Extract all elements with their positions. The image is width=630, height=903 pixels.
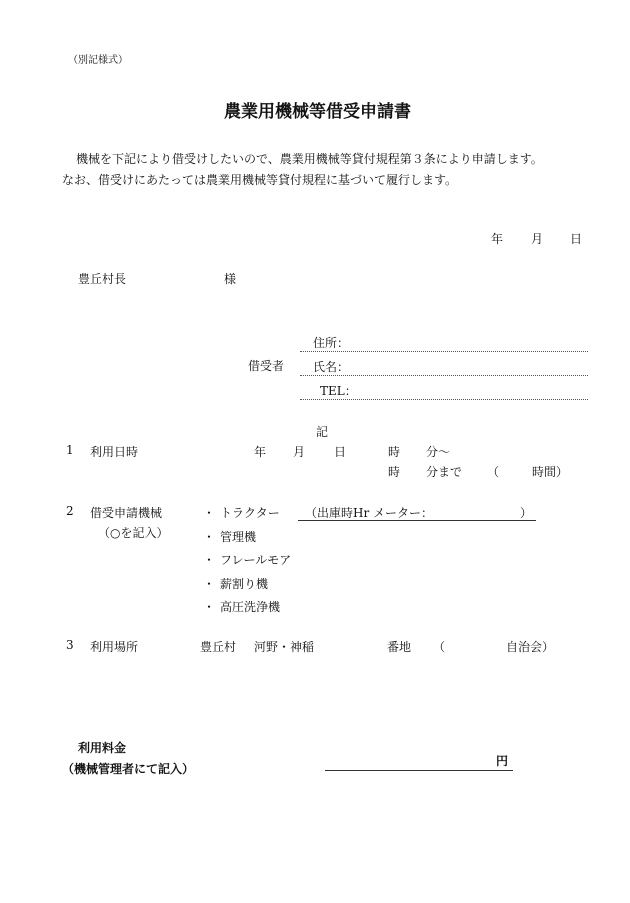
applicant-label: 借受者 — [248, 359, 285, 373]
meter-close: ） — [520, 506, 533, 520]
item1-number: 1 — [66, 443, 74, 457]
machine-bullet: ・ — [203, 506, 216, 520]
ki-label: 記 — [316, 425, 329, 439]
item1-month: 月 — [293, 445, 306, 459]
address-label: 住所： — [313, 336, 350, 350]
item1-paren-open: （ — [487, 465, 500, 479]
item3-label: 利用場所 — [90, 640, 139, 654]
item1-label: 利用日時 — [90, 445, 139, 459]
item1-end-min: 分まで — [426, 465, 463, 479]
address-line[interactable] — [300, 351, 588, 352]
page-title: 農業用機械等借受申請書 — [224, 102, 411, 122]
date-year: 年 — [491, 232, 504, 246]
item3-areas: 河野・神稲 — [254, 640, 315, 654]
item2-label: 借受申請機械 — [90, 506, 163, 520]
machine-flail-mower[interactable]: フレールモア — [220, 553, 292, 567]
meter-text: （出庫時Hr メーター： — [305, 506, 434, 520]
meter-underline[interactable] — [298, 520, 536, 521]
machine-bullet: ・ — [203, 553, 216, 567]
name-label: 氏名： — [313, 360, 350, 374]
tel-label: TEL： — [320, 384, 357, 398]
item3-banchi: 番地 — [387, 640, 412, 654]
item1-day: 日 — [334, 445, 347, 459]
item1-start-hour: 時 — [388, 445, 401, 459]
machine-tractor[interactable]: トラクター — [220, 506, 280, 520]
item3-number: 3 — [66, 638, 74, 652]
item1-end-hour: 時 — [388, 465, 401, 479]
intro-line-1: 機械を下記により借受けしたいので、農業用機械等貸付規程第３条により申請します。 — [76, 152, 543, 166]
intro-line-2: なお、借受けにあたっては農業用機械等貸付規程に基づいて履行します。 — [62, 173, 458, 187]
addressee-name: 豊丘村長 — [78, 272, 127, 286]
item1-hours: 時間） — [532, 465, 569, 479]
item3-village: 豊丘村 — [200, 640, 237, 654]
addressee-honorific: 様 — [224, 272, 237, 286]
item2-number: 2 — [66, 504, 74, 518]
date-month: 月 — [531, 232, 544, 246]
machine-cultivator[interactable]: 管理機 — [220, 530, 257, 544]
fee-sublabel: （機械管理者にて記入） — [62, 762, 195, 776]
item3-paren-open: （ — [433, 640, 446, 654]
tel-line[interactable] — [300, 399, 588, 400]
machine-bullet: ・ — [203, 577, 216, 591]
fee-label: 利用料金 — [78, 741, 127, 755]
item1-start-min: 分～ — [426, 445, 451, 459]
fee-underline[interactable] — [325, 770, 513, 771]
item2-sublabel: （○を記入） — [98, 526, 169, 540]
machine-bullet: ・ — [203, 600, 216, 614]
item3-jichikai: 自治会） — [506, 640, 555, 654]
machine-pressure-washer[interactable]: 高圧洗浄機 — [220, 600, 281, 614]
fee-unit: 円 — [496, 754, 509, 768]
date-day: 日 — [570, 232, 583, 246]
item1-year: 年 — [254, 445, 267, 459]
form-note: （別記様式） — [68, 55, 128, 66]
name-line[interactable] — [300, 375, 588, 376]
machine-bullet: ・ — [203, 530, 216, 544]
machine-log-splitter[interactable]: 薪割り機 — [220, 577, 269, 591]
